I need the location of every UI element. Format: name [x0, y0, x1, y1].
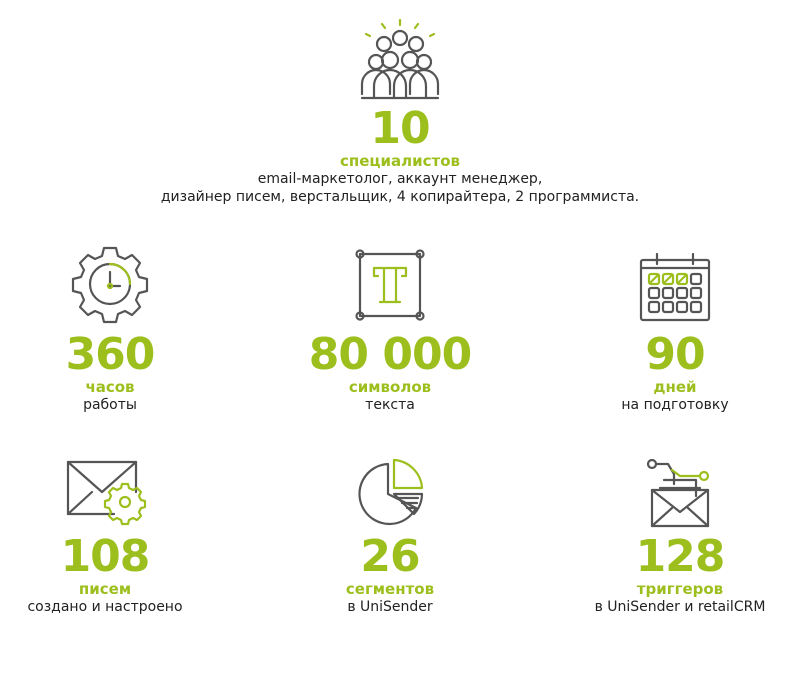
- hours-unit: часов: [85, 378, 135, 396]
- symbols-number: 80 000: [308, 329, 472, 380]
- stat-hours: [10, 250, 210, 414]
- stat-segments: [290, 456, 490, 616]
- stat-triggers: [560, 456, 800, 616]
- text-tool-icon: [350, 250, 430, 324]
- days-desc: на подготовку: [621, 397, 729, 413]
- team-unit: специалистов: [339, 152, 461, 170]
- team-desc-line2: дизайнер писем, верстальщик, 4 копирайтера, 2 программиста.: [160, 189, 640, 205]
- symbols-desc: текста: [365, 397, 415, 413]
- segments-number: 26: [360, 531, 420, 582]
- stat-symbols: [280, 250, 500, 414]
- triggers-desc: в UniSender и retailCRM: [594, 599, 766, 615]
- calendar-icon: [635, 250, 715, 324]
- team-icon: [360, 18, 440, 100]
- triggers-unit: триггеров: [636, 580, 724, 598]
- stat-letters: [0, 456, 210, 616]
- envelope-trigger-icon: [638, 456, 722, 530]
- stat-team: [100, 18, 700, 206]
- letters-unit: писем: [78, 580, 132, 598]
- letters-desc: создано и настроено: [27, 599, 183, 615]
- hours-desc: работы: [83, 397, 137, 413]
- stat-days: [570, 250, 780, 414]
- team-desc-line1: email-маркетолог, аккаунт менеджер,: [257, 171, 543, 187]
- segments-unit: сегментов: [345, 580, 435, 598]
- segments-desc: в UniSender: [347, 599, 433, 615]
- pie-chart-icon: [350, 456, 430, 530]
- symbols-unit: символов: [348, 378, 432, 396]
- triggers-number: 128: [635, 531, 725, 582]
- hours-number: 360: [65, 329, 155, 380]
- days-number: 90: [645, 329, 705, 380]
- gear-clock-icon: [70, 250, 150, 320]
- days-unit: дней: [653, 378, 697, 396]
- letters-number: 108: [60, 531, 150, 582]
- envelope-gear-icon: [62, 456, 148, 528]
- team-number: 10: [370, 103, 430, 154]
